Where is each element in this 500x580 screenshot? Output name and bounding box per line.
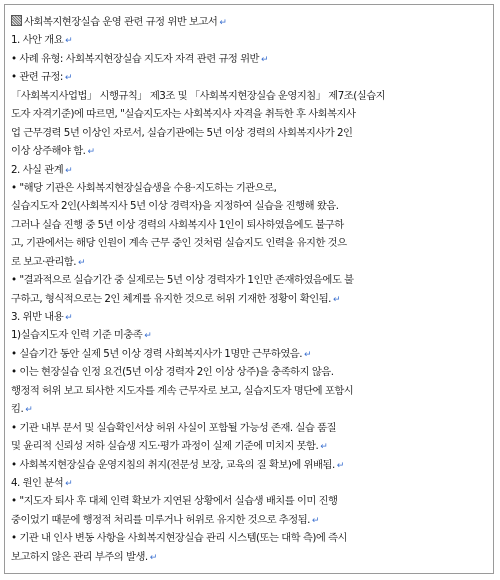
paragraph-return-icon: ↵ — [320, 442, 328, 453]
line-text: 및 윤리적 신뢰성 저하 실습생 지도·평가 과정이 실제 기준에 미치지 못함. — [11, 440, 319, 453]
text-line — [11, 50, 489, 68]
line-text: 킴. — [11, 403, 24, 416]
text-line — [11, 271, 489, 289]
paragraph-return-icon: ↵ — [65, 36, 73, 47]
line-text: 구하고, 형식적으로는 2인 체계를 유지한 것으로 허위 기재한 정황이 확인됨. — [11, 292, 331, 305]
text-line — [11, 326, 489, 344]
text-line — [11, 382, 489, 400]
text-line — [11, 68, 489, 86]
line-text: • 실습기간 동안 실제 5년 이상 경력 사회복지사가 1명만 근무하였음. — [11, 347, 303, 360]
line-text: 「사회복지사업법」 시행규칙」 제3조 및 「사회복지현장실습 운영지침」 제7조(실습지 — [11, 89, 386, 102]
document-body — [11, 13, 489, 566]
line-text: 실습지도자 2인(사회복지사 5년 이상 경력자)을 지정하여 실습을 진행해 왔음. — [11, 200, 339, 213]
text-line — [11, 31, 489, 49]
line-text: • 사회복지현장실습 운영지침의 취지(전문성 보장, 교육의 질 확보)에 위배됨. — [11, 458, 335, 471]
document-title-line — [11, 13, 489, 31]
paragraph-return-icon: ↵ — [64, 73, 72, 84]
text-line — [11, 87, 489, 105]
text-line — [11, 400, 489, 418]
line-text: • "지도자 퇴사 후 대체 인력 확보가 지연된 상황에서 실습생 배치를 이미 진행 — [11, 495, 338, 508]
text-line — [11, 511, 489, 529]
text-line — [11, 548, 489, 566]
paragraph-return-icon: ↵ — [78, 257, 86, 268]
text-line — [11, 437, 489, 455]
text-line — [11, 456, 489, 474]
line-text: 도자 자격기준)에 따르면, "실습지도자는 사회복지사 자격을 취득한 후 사회복지사 — [11, 108, 356, 121]
text-line — [11, 419, 489, 437]
text-line — [11, 474, 489, 492]
document-title: 사회복지현장실습 운영 관련 규정 위반 보고서 — [24, 16, 218, 28]
text-line — [11, 216, 489, 234]
line-text: 3. 위반 내용 — [11, 311, 64, 323]
text-line — [11, 529, 489, 547]
paragraph-return-icon: ↵ — [87, 147, 95, 158]
document-page — [4, 4, 494, 574]
text-line — [11, 179, 489, 197]
text-line — [11, 492, 489, 510]
paragraph-return-icon: ↵ — [219, 18, 227, 28]
paragraph-return-icon: ↵ — [149, 552, 157, 563]
text-line — [11, 308, 489, 326]
line-text: • 사례 유형: 사회복지현장실습 지도자 자격 관련 규정 위반 — [11, 52, 260, 65]
line-text: • 이는 현장실습 인정 요건(5년 이상 경력자 2인 이상 상주)을 충족하지 않음. — [11, 366, 334, 379]
paragraph-return-icon: ↵ — [25, 405, 33, 416]
line-text: • 기관 내 인사 변동 사항을 사회복지현장실습 관리 시스템(또는 대학 측)에 즉시 — [11, 532, 347, 545]
text-line — [11, 234, 489, 252]
text-line — [11, 345, 489, 363]
line-text: 그러나 실습 진행 중 5년 이상 경력의 사회복지사 1인이 퇴사하였음에도 불구하 — [11, 218, 344, 231]
paragraph-return-icon: ↵ — [65, 165, 73, 176]
paragraph-return-icon: ↵ — [304, 349, 312, 360]
line-text: 1. 사안 개요 — [11, 34, 64, 47]
paragraph-return-icon: ↵ — [65, 478, 73, 489]
text-line — [11, 124, 489, 142]
paragraph-return-icon: ↵ — [336, 460, 344, 471]
paragraph-return-icon: ↵ — [332, 294, 341, 305]
text-line — [11, 161, 489, 179]
paragraph-return-icon: ↵ — [261, 54, 269, 65]
line-text: 중이었기 때문에 행정적 처리를 미루거나 허위로 유지한 것으로 추정됨. — [11, 513, 310, 526]
text-line — [11, 253, 489, 271]
text-line — [11, 142, 489, 160]
paragraph-return-icon: ↵ — [144, 331, 152, 342]
text-line — [11, 363, 489, 381]
text-line — [11, 105, 489, 123]
line-text: 4. 원인 분석 — [11, 476, 64, 489]
line-text: 고, 기관에서는 해당 인원이 계속 근무 중인 것처럼 실습지도 인력을 유지한 것으 — [11, 237, 347, 250]
line-text: 행정적 허위 보고 퇴사한 지도자를 계속 근무자로 보고, 실습지도자 명단에 포함시 — [11, 384, 354, 397]
line-text: 보고하지 않은 관리 부주의 발생. — [11, 550, 148, 563]
line-text: • "해당 기관은 사회복지현장실습생을 수용·지도하는 기관으로, — [11, 181, 277, 194]
line-text: • 기관 내부 문서 및 실습확인서상 허위 사실이 포함될 가능성 존재. 실습 품질 — [11, 421, 337, 434]
line-text: 이상 상주해야 함. — [11, 145, 86, 158]
paragraph-return-icon: ↵ — [311, 515, 319, 526]
line-text: • 관련 규정: — [11, 71, 63, 84]
line-text: • "결과적으로 실습기간 중 실제로는 5년 이상 경력자가 1인만 존재하였음에도 불 — [11, 274, 354, 287]
line-text: 1)실습지도자 인력 기준 미충족 — [11, 329, 143, 342]
line-text: 로 보고·관리함. — [11, 255, 76, 268]
line-text: 2. 사실 관계 — [11, 163, 64, 176]
text-line — [11, 290, 489, 308]
title-square-icon — [11, 15, 22, 26]
paragraph-return-icon: ↵ — [65, 313, 73, 323]
text-line — [11, 197, 489, 215]
line-text: 업 근무경력 5년 이상인 자로서, 실습기관에는 5년 이상 경력의 사회복지사가 2인 — [11, 126, 353, 139]
